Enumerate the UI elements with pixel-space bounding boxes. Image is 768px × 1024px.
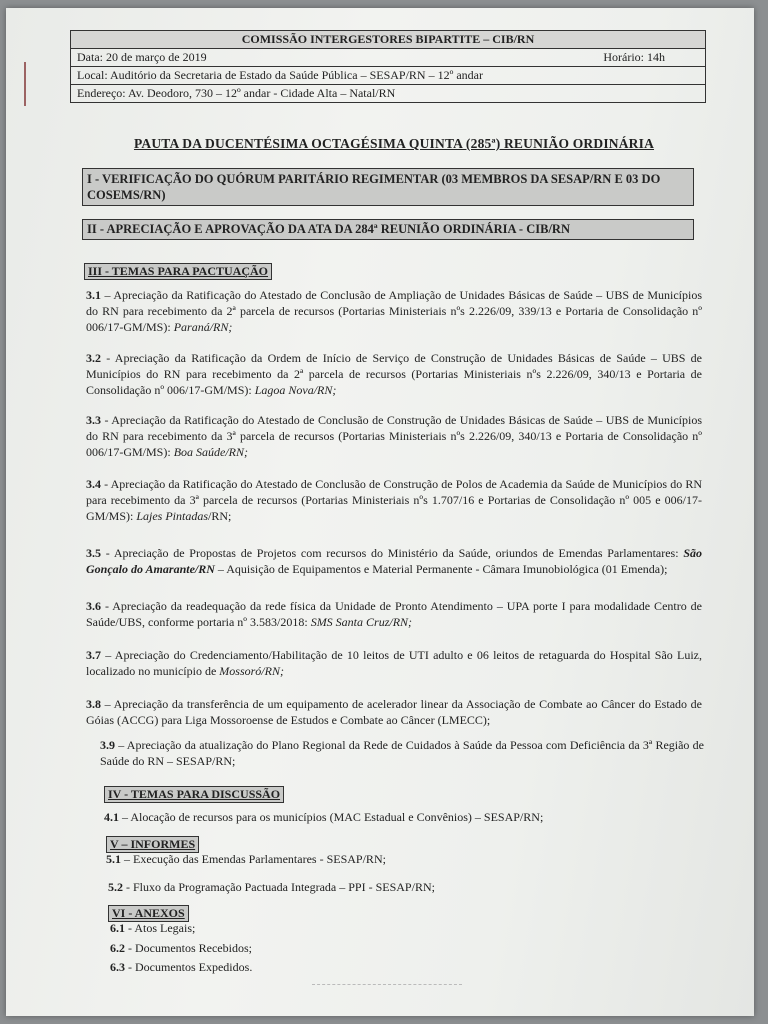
meeting-time: Horário: 14h [603,50,665,64]
section-discussion-heading: IV - TEMAS PARA DISCUSSÃO [104,786,284,803]
agenda-item-4-1 [104,810,543,825]
item-number: 3.7 [86,648,101,662]
item-number: 3.5 [86,546,101,560]
item-number: 5.2 [108,880,123,894]
item-number: 3.3 [86,413,101,427]
item-municipality: Boa Saúde/RN; [173,445,249,459]
item-number: 6.2 [110,941,125,955]
section-reports-heading: V – INFORMES [106,836,199,853]
commission-row [71,31,705,48]
agenda-item-3-8 [86,696,702,728]
meeting-date: Data: 20 de março de 2019 [77,50,207,64]
section-quorum: I - VERIFICAÇÃO DO QUÓRUM PARITÁRIO REGIMENTAR (03 MEMBROS DA SESAP/RN E 03 DO COSEMS/RN) [82,168,694,206]
section-minutes-approval: II - APRECIAÇÃO E APROVAÇÃO DA ATA DA 284ª REUNIÃO ORDINÁRIA - CIB/RN [82,219,694,240]
item-number: 3.6 [86,599,101,613]
agenda-item-3-9 [100,737,704,769]
margin-ink-mark [24,62,26,106]
item-municipality: São Gonçalo do Amarante/RN [86,546,702,576]
item-text: - Apreciação de Propostas de Projetos com recursos do Ministério da Saúde, oriundos de Emendas Parlamentares: [101,546,684,560]
item-municipality: Lajes Pintadas [136,509,209,523]
item-number: 4.1 [104,810,119,824]
meeting-address: Endereço: Av. Deodoro, 730 – 12º andar - Cidade Alta – Natal/RN [77,86,396,100]
item-text-tail: /RN; [208,509,232,523]
section-pactuation-heading: III - TEMAS PARA PACTUAÇÃO [84,263,272,280]
agenda-item-3-4 [86,476,702,524]
meeting-location: Local: Auditório da Secretaria de Estado da Saúde Pública – SESAP/RN – 12º andar [77,68,483,82]
attachment-6-1 [110,921,195,936]
agenda-item-3-1 [86,287,702,335]
date-row [71,48,705,66]
item-number: 3.8 [86,697,101,711]
item-number: 6.1 [110,921,125,935]
address-row [71,84,705,102]
item-text: - Apreciação da Ratificação da Ordem de Início de Serviço de Construção de Unidades Básicas de Saúde – UBS de Municípios do RN para recebimento da 2ª parcela de recursos (Portarias Ministeriais nºs 2.226/09, 340/13 e Portaria de Consolidação nº 006/17-GM/MS): [86,351,702,397]
item-text: - Atos Legais; [125,921,196,935]
item-number: 3.1 [86,288,101,302]
item-number: 6.3 [110,960,125,974]
item-text: - Fluxo da Programação Pactuada Integrada – PPI - SESAP/RN; [123,880,435,894]
item-text-tail: – Aquisição de Equipamentos e Material Permanente - Câmara Imunobiológica (01 Emenda); [214,562,668,576]
item-text: - Documentos Expedidos. [125,960,253,974]
attachment-6-2 [110,941,252,956]
item-municipality: Paraná/RN; [173,320,233,334]
item-text: - Apreciação da readequação da rede física da Unidade de Pronto Atendimento – UPA porte I para modalidade Centro de Saúde/UBS, conforme portaria nº 3.583/2018: [86,599,702,629]
agenda-item-3-7 [86,647,702,679]
meeting-header-box [70,30,706,103]
agenda-item-3-5 [86,545,702,577]
item-municipality: Mossoró/RN; [219,664,284,678]
agenda-item-3-6 [86,598,702,630]
item-text: – Execução das Emendas Parlamentares - SESAP/RN; [121,852,386,866]
item-text: – Apreciação do Credenciamento/Habilitação de 10 leitos de UTI adulto e 06 leitos de retaguarda do Hospital São Luiz, localizado no município de [86,648,702,678]
attachment-6-3 [110,960,252,975]
item-number: 5.1 [106,852,121,866]
agenda-item-5-2 [108,880,435,895]
item-text: - Apreciação da Ratificação do Atestado de Conclusão de Construção de Unidades Básicas de Saúde – UBS de Municípios do RN para recebimento da 3ª parcela de recursos (Portarias Ministeriais nºs 2.226/09, 340/13 e Portaria de Consolidação nº 006/17-GM/MS): [86,413,702,459]
location-row [71,66,705,84]
item-text: – Apreciação da atualização do Plano Regional da Rede de Cuidados à Saúde da Pessoa com Deficiência da 3ª Região de Saúde do RN – SESAP/RN; [100,738,704,768]
footer-divider [312,984,462,985]
item-text: – Apreciação da transferência de um equipamento de acelerador linear da Associação de Combate ao Câncer do Estado de Góias (ACCG) para Liga Mossoroense de Estudos e Combate ao Câncer (LMECC); [86,697,702,727]
item-number: 3.2 [86,351,101,365]
item-text: – Apreciação da Ratificação do Atestado de Conclusão de Ampliação de Unidades Básicas de Saúde – UBS de Municípios do RN para recebimento da 2ª parcela de recursos (Portarias Ministeriais nºs 2.226/09, 339/13 e Portaria de Consolidação nº 006/17-GM/MS): [86,288,702,334]
item-number: 3.9 [100,738,115,752]
item-text: - Documentos Recebidos; [125,941,252,955]
item-text: – Alocação de recursos para os municípios (MAC Estadual e Convênios) – SESAP/RN; [119,810,544,824]
agenda-item-3-3 [86,412,702,460]
item-number: 3.4 [86,477,101,491]
item-text: - Apreciação da Ratificação do Atestado de Conclusão de Construção de Polos de Academia da Saúde de Municípios do RN para recebimento da 3ª parcela de recursos (Portarias Ministeriais nºs 1.707/16 e Portarias de Consolidação nº 005 e 006/17-GM/MS): [86,477,702,523]
item-municipality: SMS Santa Cruz/RN; [310,615,413,629]
agenda-item-3-2 [86,350,702,398]
commission-name: COMISSÃO INTERGESTORES BIPARTITE – CIB/RN [241,32,535,46]
item-municipality: Lagoa Nova/RN; [254,383,337,397]
agenda-item-5-1 [106,852,386,867]
section-attachments-heading: VI - ANEXOS [108,905,189,922]
agenda-title: PAUTA DA DUCENTÉSIMA OCTAGÉSIMA QUINTA (285ª) REUNIÃO ORDINÁRIA [133,136,655,151]
